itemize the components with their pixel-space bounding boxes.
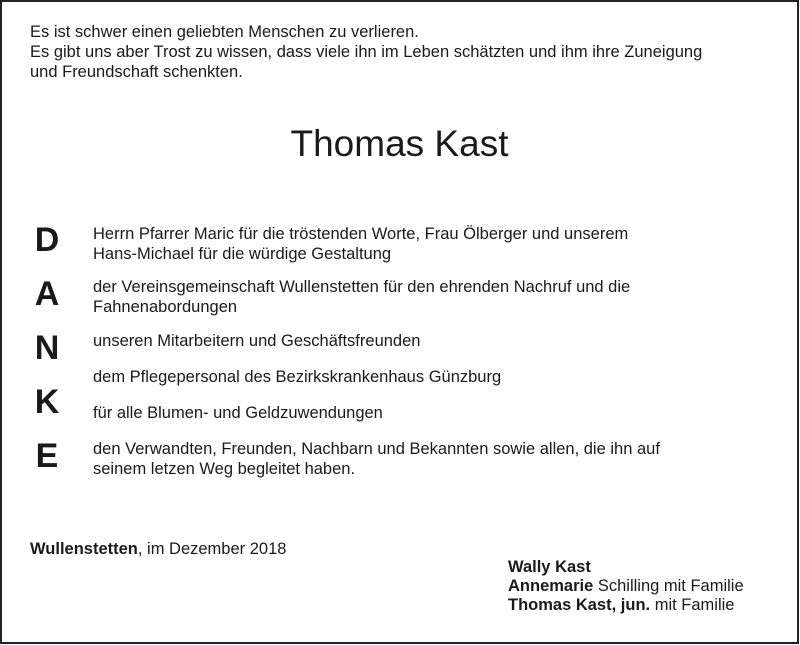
signature-name: Thomas Kast, jun. [508,596,651,614]
intro-line: Es gibt uns aber Trost zu wissen, dass viele ihn im Leben schätzten und ihm ihre Zuneigung [30,43,703,61]
signature-name: Annemarie [508,577,594,595]
thanks-item-employees [93,331,420,351]
thanks-item-pastor [93,224,628,264]
signature-line [508,596,744,615]
signature-line [508,558,744,577]
intro-line: und Freundschaft schenkten. [30,63,243,81]
thanks-item-donations [93,403,383,423]
thanks-line: seinem letzen Weg begleitet haben. [93,460,356,478]
date-text: , im Dezember 2018 [137,540,287,558]
place-name: Wullenstetten [30,540,138,558]
thanks-line: der Vereinsgemeinschaft Wullenstetten für den ehrenden Nachruf und die [93,278,631,296]
thanks-item-relatives [93,439,660,479]
intro-line: Es ist schwer einen geliebten Menschen zu verlieren. [30,23,419,41]
signature-suffix: mit Familie [650,596,735,614]
danke-letter-e: E [35,437,59,475]
thanks-line: Herrn Pfarrer Maric für die tröstenden Worte, Frau Ölberger und unserem [93,225,629,243]
thanks-line: Fahnenabordungen [93,298,238,316]
danke-letter-n: N [34,329,60,367]
danke-letter-k: K [34,383,60,421]
thanks-line: den Verwandten, Freunden, Nachbarn und Bekannten sowie allen, die ihn auf [93,440,660,458]
thanks-line: Hans-Michael für die würdige Gestaltung [93,245,392,263]
place-date [30,539,286,559]
signature-suffix: Schilling mit Familie [593,577,744,595]
danke-letter-d: D [34,221,60,259]
deceased-name: Thomas Kast [290,123,509,164]
thanks-item-association [93,277,630,317]
thanks-line: unseren Mitarbeitern und Geschäftsfreunden [93,332,421,350]
signatures [508,558,744,615]
intro-text [30,22,702,82]
signature-name: Wally Kast [508,558,591,576]
thanks-item-nursing-staff [93,367,501,387]
thanks-line: dem Pflegepersonal des Bezirkskrankenhaus Günzburg [93,368,502,386]
signature-line [508,577,744,596]
danke-letter-a: A [34,275,60,313]
thanks-line: für alle Blumen- und Geldzuwendungen [93,404,383,422]
